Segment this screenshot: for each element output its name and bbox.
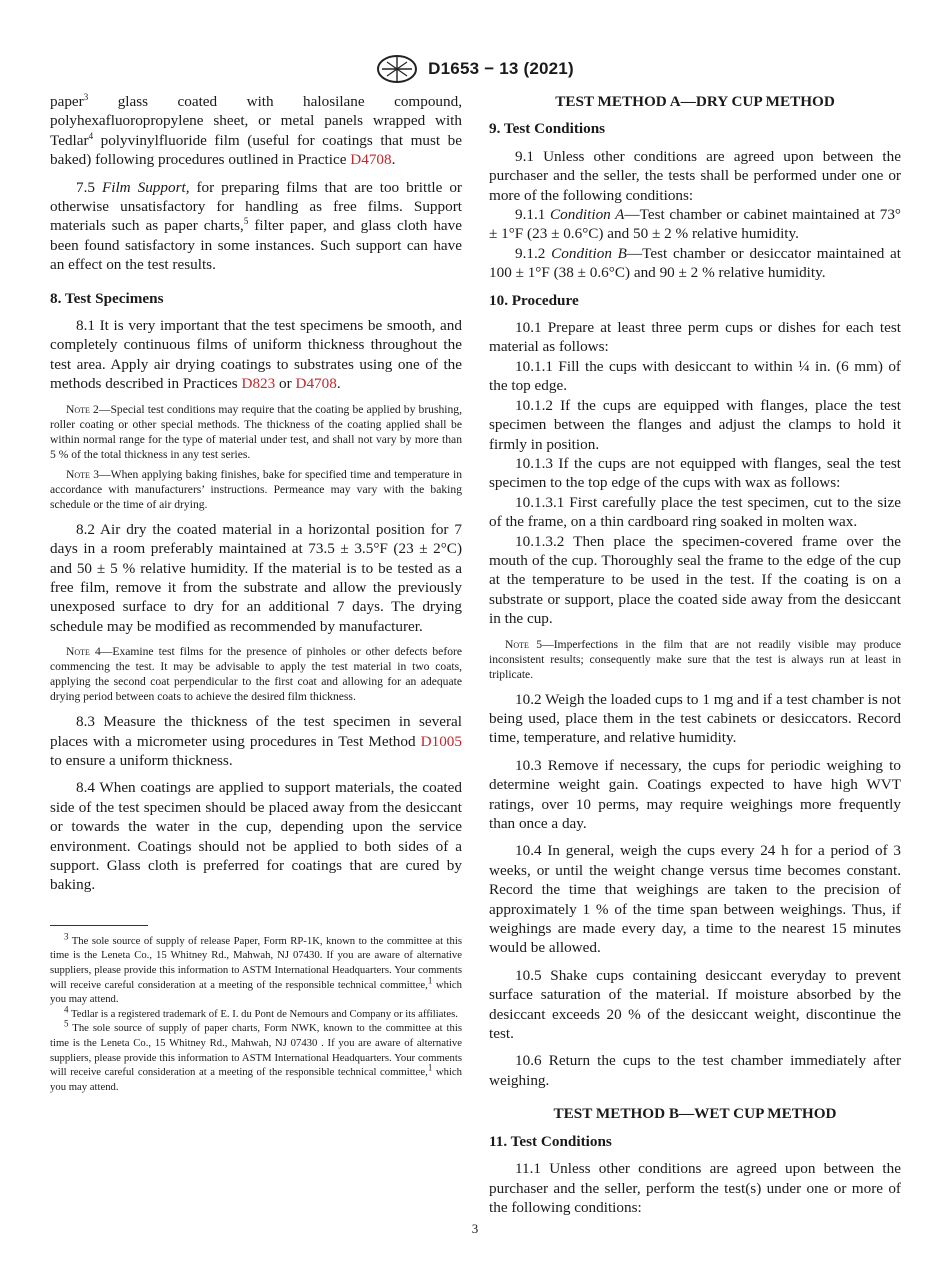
paragraph-8-1: 8.1 It is very important that the test specimens be smooth, and completely continuous films of uniform thickness throughout the test area. Apply air drying coatings to substrates using one of the methods described in Practices D823 or D4708.	[50, 317, 462, 393]
paragraph-8-2: 8.2 Air dry the coated material in a horizontal position for 7 days in a room preferably maintained at 73.5 ± 3.5°F (23 ± 2°C) and 50 ± 5 % relative humidity. If the material is to be tested as a free film, remove it from the substrate and allow the previously unexposed surface to dry for an additional 7 days. The drying schedule may be modified as recommended by manufacturer.	[50, 520, 462, 635]
footnote-5: $^5$ The sole source of supply of paper charts, Form NWK, known to the committee at this time is the Leneta Co., 15 Whitney Rd., Mahwah, NJ 07430 . If you are aware of alternative suppliers, please provide this information to ASTM International Headquarters. Your comments will receive careful consideration at a meeting of the responsible technical committee,$^1$ which you may attend.	[50, 1018, 463, 1093]
paragraph-10-4: 10.4 In general, weigh the cups every 24 h for a period of 3 weeks, or until the weight change versus time becomes constant. Record the time that weighings are taken to the precision of approximately 1 % of the time span between weighings. Thus, if weighings are made every day, a time to the nearest 15 minutes would be allowed.	[489, 842, 901, 957]
paragraph-continued: paper$^3$ glass coated with halosilane compound, polyhexafluoropropylene sheet, or metal panels wrapped with Tedlar$^4$ polyvinylfluoride film (useful for coatings that must be baked) following procedures outlined in Practice D4708.	[50, 91, 463, 169]
paragraph-10-1: 10.1 Prepare at least three perm cups or dishes for each test material as follows:	[489, 319, 901, 356]
paragraph-10-1-1: 10.1.1 Fill the cups with desiccant to within ¼ in. (6 mm) of the top edge.	[489, 357, 901, 395]
page-number: 3	[471, 1221, 479, 1236]
paragraph-10-1-3-2: 10.1.3.2 Then place the specimen-covered frame over the mouth of the cup. Thoroughly seal the frame to the edge of the cup at the temperature to be used in the test. If the coating is on a substrate or support, place the coated side away from the desiccant in the cup.	[489, 532, 901, 628]
section-9-heading: 9. Test Conditions	[489, 120, 606, 138]
paragraph-10-2: 10.2 Weigh the loaded cups to 1 mg and if a test chamber is not being used, place them in the test cabinets or desiccators. Record time, temperature, and relative humidity.	[489, 690, 901, 747]
link-d4708[interactable]: D4708	[350, 151, 392, 169]
paragraph-9-1-2: 9.1.2 Condition B—Test chamber or desiccator maintained at 100 ± 1°F (38 ± 0.6°C) and 90 ± 2 % relative humidity.	[489, 244, 902, 282]
right-column	[489, 92, 901, 1217]
paragraph-10-1-3: 10.1.3 If the cups are not equipped with flanges, seal the test specimen to the top edge of the cups with wax as follows:	[489, 454, 901, 492]
paragraph-8-3: 8.3 Measure the thickness of the test specimen in several places with a micrometer using procedures in Test Method D1005 to ensure a uniform thickness.	[50, 713, 462, 769]
paragraph-7-5: 7.5 Film Support, for preparing films that are too brittle or otherwise unsatisfactory for handling as free films. Support materials such as paper charts,$^5$ filter paper, and glass cloth have been found satisfactory in some instances. Such support can have an effect on the test results.	[50, 178, 462, 274]
link-d4708-2[interactable]: D4708	[295, 375, 337, 393]
note-3: Note 3—When applying baking finishes, bake for specified time and temperature in accordance with manufacturers’ instructions. Permeance may vary with the baking schedule or the time of air drying.	[50, 467, 462, 511]
left-column	[50, 92, 462, 1094]
footnote-4: $^4$ Tedlar is a registered trademark of E. I. du Pont de Nemours and Company or its affiliates.	[64, 1004, 458, 1020]
document-id: D1653 − 13 (2021)	[428, 59, 574, 78]
method-a-heading: TEST METHOD A—DRY CUP METHOD	[555, 93, 835, 110]
note-2: Note 2—Special test conditions may require that the coating be applied by brushing, roller coating or other special methods. The thickness of the coating applied shall be within normal range for the type of material under test, and shall not vary by more than 5 % of the total thickness in any test series.	[50, 402, 463, 461]
paragraph-10-5: 10.5 Shake cups containing desiccant everyday to prevent surface saturation of the material. If moisture absorbed by the desiccant exceeds 20 % of the desiccant weight, discontinue the test.	[489, 966, 901, 1043]
paragraph-9-1: 9.1 Unless other conditions are agreed upon between the purchaser and the seller, the tests shall be performed under one or more of the following conditions:	[489, 147, 901, 204]
paragraph-8-4: 8.4 When coatings are applied to support materials, the coated side of the test specimen should be placed away from the desiccant or towards the water in the cup, depending upon the service environment. Coatings should not be applied to both sides of a support. Glass cloth is preferred for coatings that are cured by baking.	[50, 779, 462, 894]
link-d1005[interactable]: D1005	[420, 732, 462, 750]
paragraph-10-1-2: 10.1.2 If the cups are equipped with flanges, place the test specimen between the flanges and adjust the clamps to hold it firmly in position.	[489, 396, 901, 453]
paragraph-9-1-1: 9.1.1 Condition A—Test chamber or cabinet maintained at 73° ± 1°F (23 ± 0.6°C) and 50 ± 2 % relative humidity.	[489, 206, 901, 243]
page-header	[0, 54, 950, 84]
paragraph-11-1: 11.1 Unless other conditions are agreed upon between the purchaser and the seller, perform the test(s) under one or more of the following conditions:	[489, 1160, 901, 1216]
paragraph-10-6: 10.6 Return the cups to the test chamber immediately after weighing.	[489, 1052, 901, 1089]
method-b-heading: TEST METHOD B—WET CUP METHOD	[553, 1105, 837, 1123]
note-5: Note 5—Imperfections in the film that are not readily visible may produce inconsistent results; consequently make sure that the test is always run at least in triplicate.	[489, 637, 901, 681]
astm-logo-icon	[376, 54, 418, 84]
section-10-heading: 10. Procedure	[489, 291, 579, 309]
footnote-3: $^3$ The sole source of supply of release Paper, Form RP-1K, known to the committee at this time is the Leneta Co., 15 Whitney Rd., Mahwah, NJ 07430. If you are aware of alternative suppliers, please provide this information to ASTM International Headquarters. Your comments will receive careful consideration at a meeting of the responsible technical committee,$^1$ which you may attend.	[50, 931, 463, 1006]
paragraph-10-1-3-1: 10.1.3.1 First carefully place the test specimen, cut to the size of the frame, on a thin cardboard ring soaked in molten wax.	[489, 493, 901, 531]
note-4: Note 4—Examine test films for the presence of pinholes or other defects before commencing the test. It may be advisable to apply the test material in two coats, applying the second coat perpendicular to the first coat and allowing for an adequate drying period between coats to achieve the desired film thickness.	[50, 645, 462, 704]
section-8-heading: 8. Test Specimens	[50, 289, 164, 307]
section-11-heading: 11. Test Conditions	[489, 1132, 612, 1150]
footnote-divider	[50, 925, 148, 926]
link-d823[interactable]: D823	[241, 375, 276, 393]
paragraph-10-3: 10.3 Remove if necessary, the cups for periodic weighing to determine weight gain. Coatings expected to have high WVT ratings, over 10 perms, may require weighings more frequently than once a day.	[489, 756, 901, 832]
